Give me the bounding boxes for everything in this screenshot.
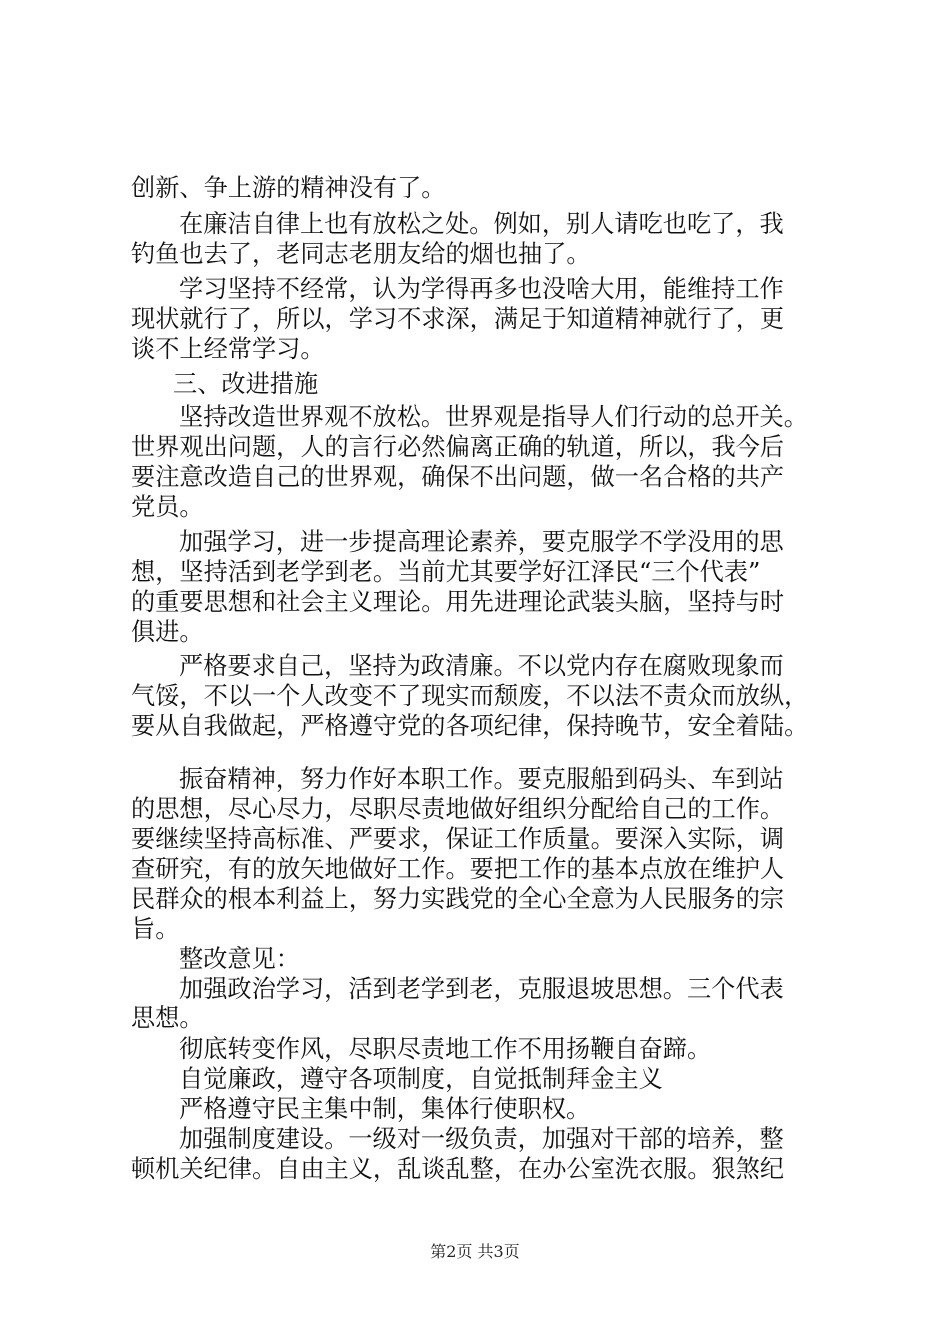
text-line: 自觉廉政，遵守各项制度，自觉抵制拜金主义 bbox=[179, 1065, 663, 1093]
text-line: 创新、争上游的精神没有了。 bbox=[131, 174, 446, 202]
text-line: 振奋精神，努力作好本职工作。要克服船到码头、车到站 bbox=[179, 765, 784, 793]
text-line: 的思想，尽心尽力，尽职尽责地做好组织分配给自己的工作。 bbox=[131, 795, 785, 823]
text-line: 想，坚持活到老学到老。当前尤其要学好江泽民“三个代表” bbox=[131, 558, 761, 586]
text-line: 民群众的根本利益上，努力实践党的全心全意为人民服务的宗 bbox=[131, 885, 785, 913]
text-line: 旨。 bbox=[131, 915, 180, 943]
text-line: 的重要思想和社会主义理论。用先进理论武装头脑，坚持与时 bbox=[131, 588, 785, 616]
text-line: 加强政治学习，活到老学到老，克服退坡思想。三个代表 bbox=[179, 975, 784, 1003]
page-footer bbox=[0, 1242, 950, 1262]
page-number: 第2页 共3页 bbox=[430, 1242, 520, 1261]
text-line: 要继续坚持高标准、严要求，保证工作质量。要深入实际，调 bbox=[131, 825, 785, 853]
text-line: 学习坚持不经常，认为学得再多也没啥大用，能维持工作 bbox=[179, 275, 784, 303]
text-line: 坚持改造世界观不放松。世界观是指导人们行动的总开关。 bbox=[179, 403, 808, 431]
text-line: 彻底转变作风，尽职尽责地工作不用扬鞭自奋蹄。 bbox=[179, 1035, 712, 1063]
text-line: 要注意改造自己的世界观，确保不出问题，做一名合格的共产 bbox=[131, 463, 785, 491]
text-line: 世界观出问题，人的言行必然偏离正确的轨道，所以，我今后 bbox=[131, 433, 785, 461]
text-line: 要从自我做起，严格遵守党的各项纪律，保持晚节，安全着陆。 bbox=[131, 712, 809, 740]
text-line: 严格遵守民主集中制，集体行使职权。 bbox=[179, 1095, 591, 1123]
text-line: 在廉洁自律上也有放松之处。例如，别人请吃也吃了，我 bbox=[179, 210, 784, 238]
text-line: 思想。 bbox=[131, 1004, 204, 1032]
text-line: 加强制度建设。一级对一级负责，加强对干部的培养，整 bbox=[179, 1125, 784, 1153]
text-line: 严格要求自己，坚持为政清廉。不以党内存在腐败现象而 bbox=[179, 652, 784, 680]
text-line: 气馁，不以一个人改变不了现实而颓废，不以法不责众而放纵， bbox=[131, 682, 809, 710]
section-heading: 三、改进措施 bbox=[173, 370, 319, 398]
text-line: 钓鱼也去了，老同志老朋友给的烟也抽了。 bbox=[131, 240, 591, 268]
text-line: 现状就行了，所以，学习不求深，满足于知道精神就行了，更 bbox=[131, 305, 785, 333]
text-line: 谈不上经常学习。 bbox=[131, 335, 325, 363]
text-line: 党员。 bbox=[131, 493, 204, 521]
text-line: 顿机关纪律。自由主义，乱谈乱整，在办公室洗衣服。狠煞纪 bbox=[131, 1155, 785, 1183]
text-line: 俱进。 bbox=[131, 618, 204, 646]
text-line: 整改意见： bbox=[179, 945, 300, 973]
text-line: 查研究，有的放矢地做好工作。要把工作的基本点放在维护人 bbox=[131, 855, 785, 883]
text-line: 加强学习，进一步提高理论素养，要克服学不学没用的思 bbox=[179, 528, 784, 556]
